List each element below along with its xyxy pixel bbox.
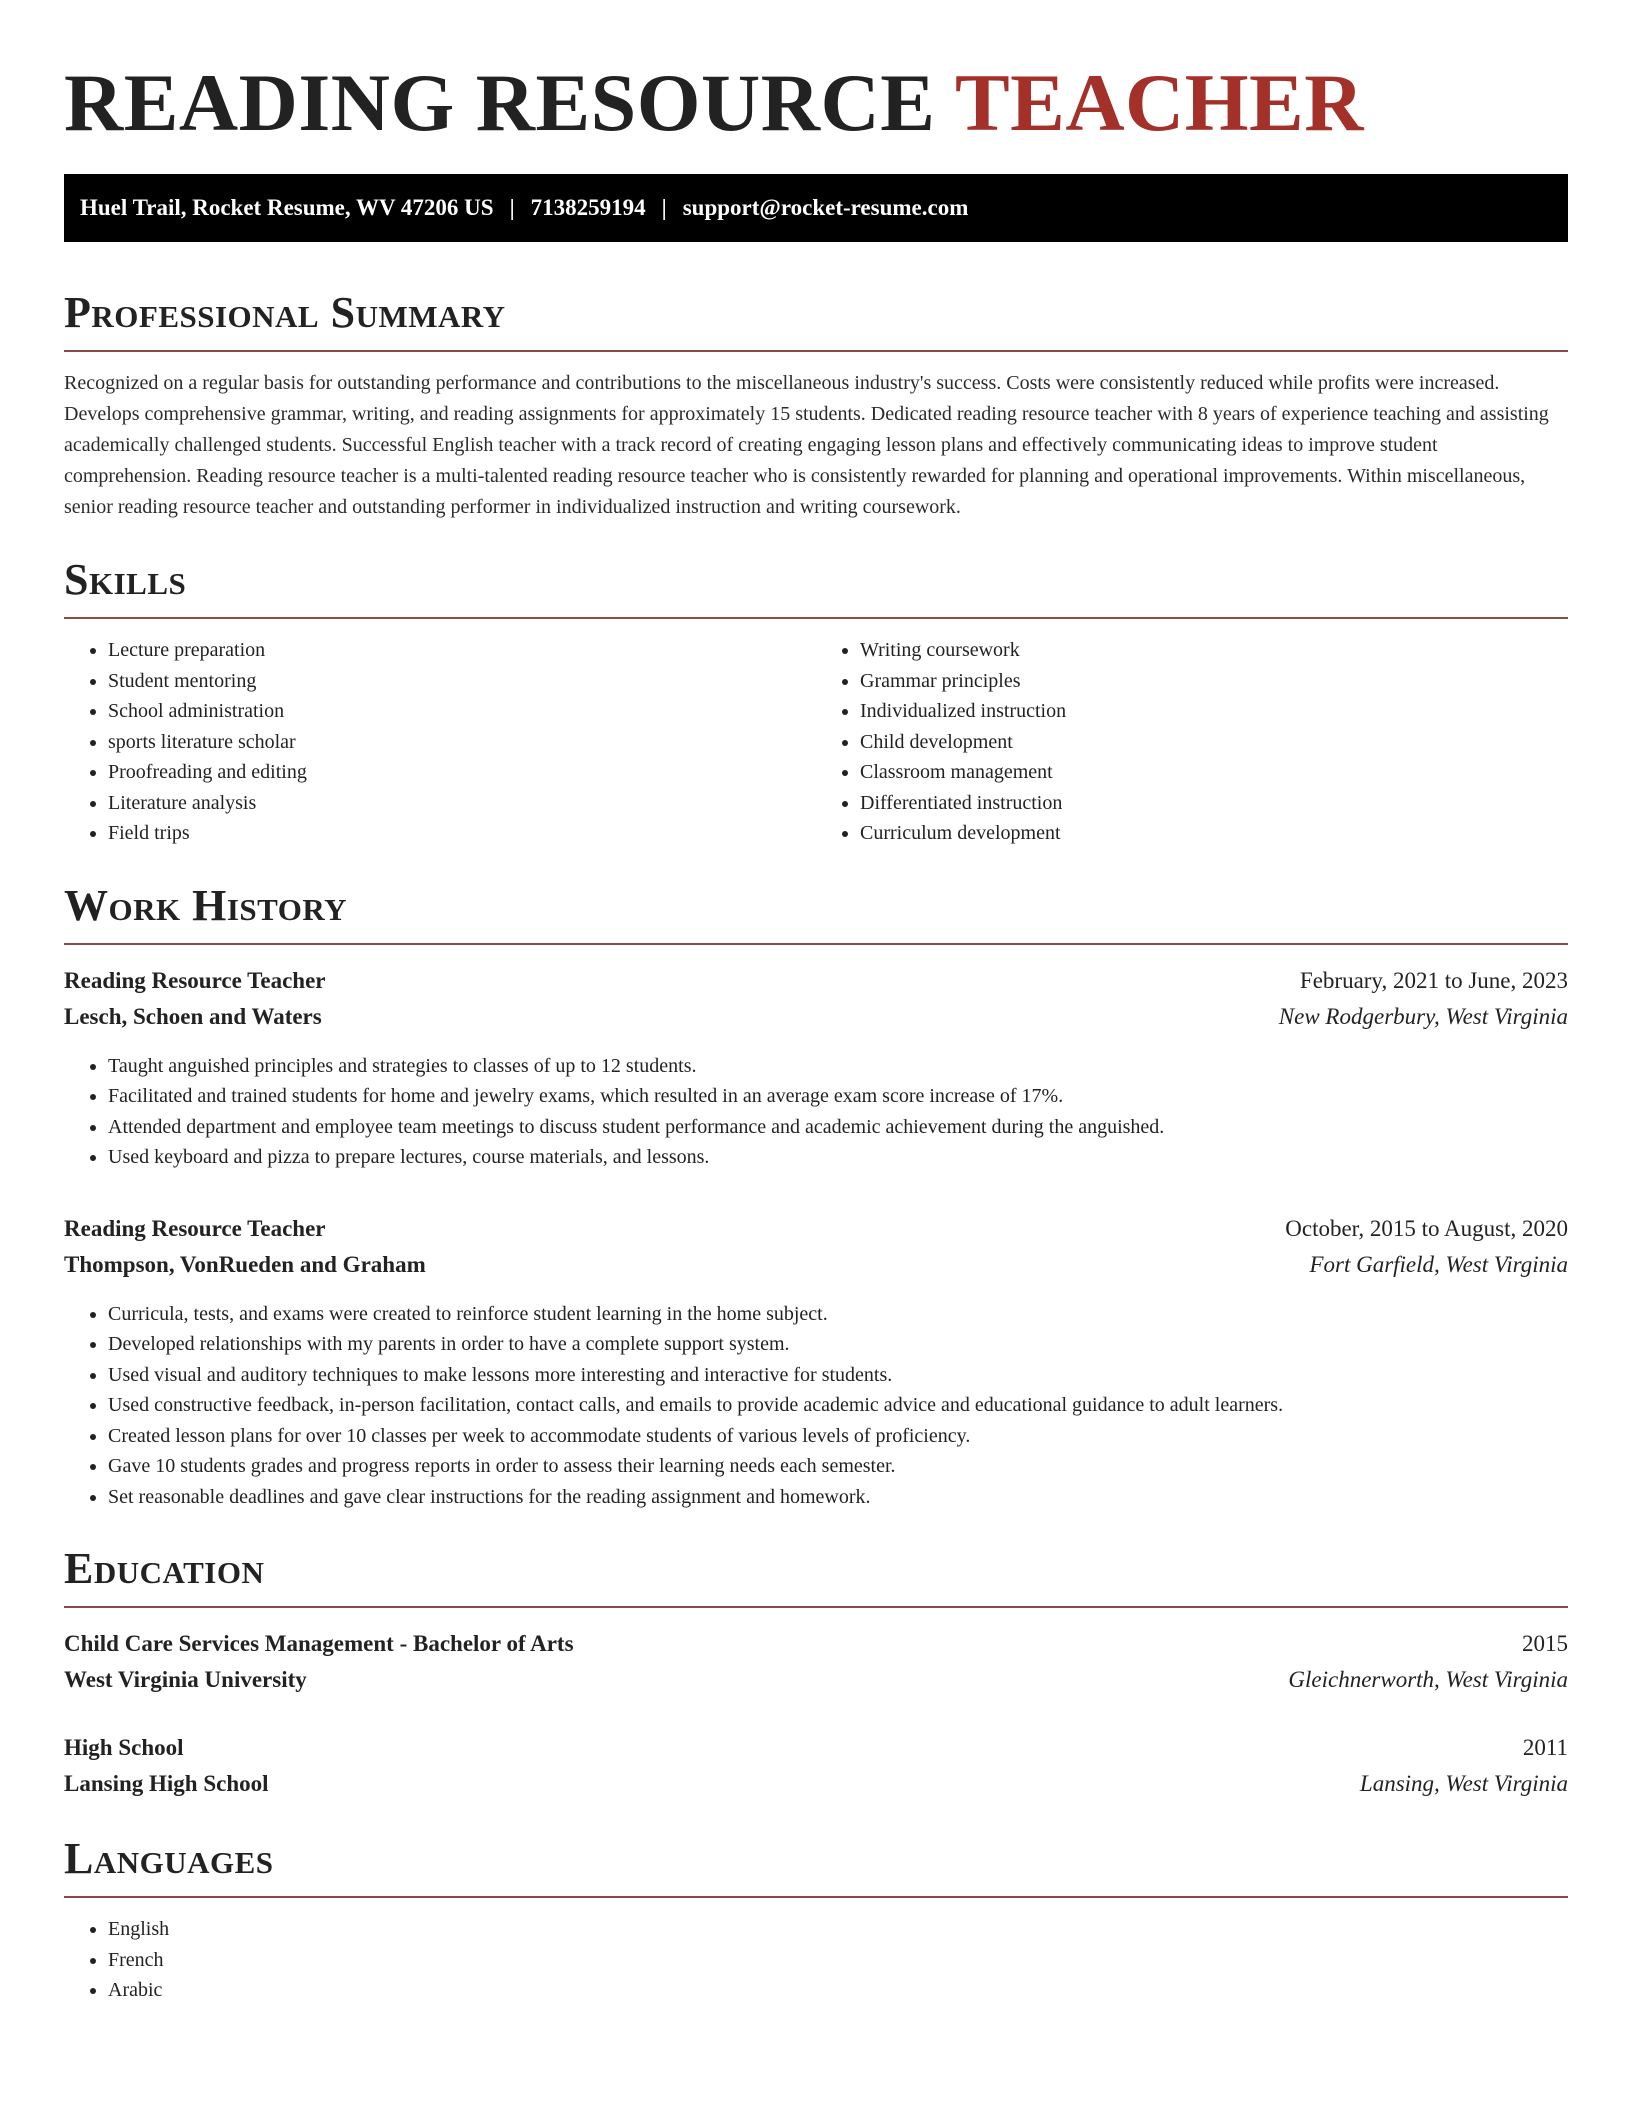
education-school: West Virginia University	[64, 1667, 307, 1692]
contact-phone[interactable]: 7138259194	[530, 195, 646, 220]
skill-item: • Classroom management	[860, 757, 1568, 788]
job-entry	[64, 963, 1568, 1173]
education-location: Lansing, West Virginia	[1359, 1771, 1568, 1796]
education-degree: High School	[64, 1735, 184, 1760]
job-bullets	[64, 1299, 1568, 1513]
job-location: Fort Garfield, West Virginia	[1309, 1251, 1568, 1277]
skill-item: • Child development	[860, 727, 1568, 758]
skill-item: • Individualized instruction	[860, 696, 1568, 727]
skill-item: • Student mentoring	[108, 666, 816, 697]
education-section	[64, 1542, 1568, 1802]
section-divider	[64, 1896, 1568, 1898]
job-role: Reading Resource Teacher	[64, 967, 326, 993]
summary-section	[64, 286, 1568, 523]
skill-item: • Proofreading and editing	[108, 757, 816, 788]
job-bullet: • Attended department and employee team meetings to discuss student performance and academic achievement during the anguished.	[108, 1112, 1568, 1143]
job-entry	[64, 1211, 1568, 1513]
skills-columns	[64, 635, 1568, 849]
skill-item: • sports literature scholar	[108, 727, 816, 758]
job-bullet: • Used constructive feedback, in-person facilitation, contact calls, and emails to provide academic advice and educational guidance to adult learners.	[108, 1390, 1568, 1421]
job-company-row	[64, 1247, 1568, 1283]
section-title: Professional Summary	[64, 288, 506, 337]
languages-list	[64, 1914, 1568, 2006]
summary-text: Recognized on a regular basis for outstanding performance and contributions to the miscellaneous industry's success. Costs were consistently reduced while profits were increased. Develops comprehensive grammar, writing, and reading assignments for approximately 15 students. Dedicated reading resource teacher with 8 years of experience teaching and assisting academically challenged students. Successful English teacher with a track record of creating engaging lesson plans and effectively communicating ideas to improve student comprehension. Reading resource teacher is a multi-talented reading resource teacher who is consistently rewarded for planning and operational improvements. Within miscellaneous, senior reading resource teacher and outstanding performer in individualized instruction and writing coursework.	[64, 372, 1549, 518]
education-year: 2011	[1522, 1735, 1568, 1760]
job-company-row	[64, 999, 1568, 1035]
education-entry	[64, 1626, 1568, 1698]
section-divider	[64, 350, 1568, 352]
skills-section	[64, 553, 1568, 849]
job-bullets	[64, 1051, 1568, 1173]
contact-address: Huel Trail, Rocket Resume, WV 47206 US	[80, 195, 494, 220]
education-school-row	[64, 1662, 1568, 1698]
job-bullet: • Created lesson plans for over 10 classes per week to accommodate students of various levels of proficiency.	[108, 1421, 1568, 1452]
work-history-section	[64, 879, 1568, 1513]
skill-item: • Literature analysis	[108, 788, 816, 819]
education-school-row	[64, 1766, 1568, 1802]
skills-list-right	[816, 635, 1568, 849]
languages-section	[64, 1832, 1568, 2006]
job-header-row	[64, 1211, 1568, 1247]
job-header-row	[64, 963, 1568, 999]
education-year: 2015	[1522, 1631, 1568, 1656]
section-title: Education	[64, 1544, 265, 1593]
job-bullet: • Set reasonable deadlines and gave clear instructions for the reading assignment and homework.	[108, 1482, 1568, 1513]
contact-separator: |	[661, 195, 667, 220]
section-divider	[64, 617, 1568, 619]
section-divider	[64, 943, 1568, 945]
skills-list-left	[64, 635, 816, 849]
skill-item: • School administration	[108, 696, 816, 727]
job-bullet: • Taught anguished principles and strategies to classes of up to 12 students.	[108, 1051, 1568, 1082]
job-bullet: • Facilitated and trained students for home and jewelry exams, which resulted in an average exam score increase of 17%.	[108, 1081, 1568, 1112]
job-company: Thompson, VonRueden and Graham	[64, 1251, 426, 1277]
contact-bar	[64, 174, 1568, 242]
education-school: Lansing High School	[64, 1771, 269, 1796]
language-item: • English	[108, 1914, 1568, 1945]
skill-item: • Grammar principles	[860, 666, 1568, 697]
section-title: Skills	[64, 555, 187, 604]
skill-item: • Field trips	[108, 818, 816, 849]
education-location: Gleichnerworth, West Virginia	[1288, 1667, 1568, 1692]
section-title: Languages	[64, 1834, 274, 1883]
job-location: New Rodgerbury, West Virginia	[1278, 1003, 1568, 1029]
language-item: • Arabic	[108, 1975, 1568, 2006]
skill-item: • Writing coursework	[860, 635, 1568, 666]
job-bullet: • Developed relationships with my parents in order to have a complete support system.	[108, 1329, 1568, 1360]
job-dates: October, 2015 to August, 2020	[1285, 1215, 1568, 1241]
job-dates: February, 2021 to June, 2023	[1299, 967, 1568, 993]
skill-item: • Differentiated instruction	[860, 788, 1568, 819]
section-title: Work History	[64, 880, 348, 930]
job-company: Lesch, Schoen and Waters	[64, 1003, 322, 1029]
education-entry	[64, 1730, 1568, 1802]
language-item: • French	[108, 1945, 1568, 1976]
skill-item: • Lecture preparation	[108, 635, 816, 666]
job-role: Reading Resource Teacher	[64, 1215, 326, 1241]
education-degree-row	[64, 1626, 1568, 1662]
job-bullet: • Used keyboard and pizza to prepare lectures, course materials, and lessons.	[108, 1142, 1568, 1173]
job-bullet: • Used visual and auditory techniques to make lessons more interesting and interactive for students.	[108, 1360, 1568, 1391]
resume-title	[64, 52, 1568, 154]
job-bullet: • Gave 10 students grades and progress reports in order to assess their learning needs each semester.	[108, 1451, 1568, 1482]
contact-email[interactable]: support@rocket-resume.com	[682, 195, 969, 220]
title-accent: TEACHER	[954, 57, 1364, 148]
education-degree: Child Care Services Management - Bachelor of Arts	[64, 1631, 574, 1656]
job-bullet: • Curricula, tests, and exams were created to reinforce student learning in the home subject.	[108, 1299, 1568, 1330]
education-degree-row	[64, 1730, 1568, 1766]
skill-item: • Curriculum development	[860, 818, 1568, 849]
title-main: READING RESOURCE	[64, 57, 936, 148]
contact-separator: |	[509, 195, 515, 220]
section-divider	[64, 1606, 1568, 1608]
